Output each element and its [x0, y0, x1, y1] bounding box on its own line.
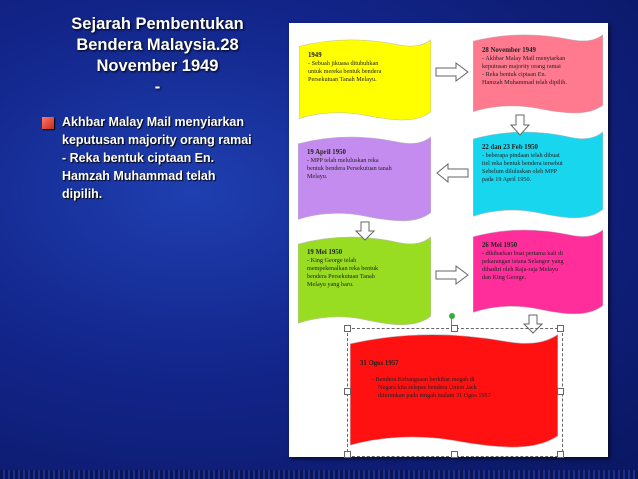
flag-card-22-23-feb-1950	[473, 130, 603, 220]
flag-line: diturunkan pada tengah malam 31 Ogos 1957	[378, 392, 491, 399]
resize-handle-middle-left[interactable]	[344, 388, 351, 395]
flag-text	[307, 249, 423, 289]
flag-line: mempekenalkan reka bentuk	[307, 265, 379, 272]
flag-date: 1949	[308, 52, 322, 59]
arrow-shape	[436, 266, 468, 284]
selection-box[interactable]	[347, 328, 563, 457]
bullet-square-icon	[42, 117, 54, 129]
arrow-down-icon	[510, 114, 530, 136]
flag-card-19-april-1950	[298, 135, 431, 223]
arrow-right-icon	[434, 265, 470, 285]
arrow-left-icon	[436, 163, 470, 183]
flag-line: - dikibarkan buat pertama kali di	[482, 250, 563, 257]
flag-line: Negara kita selepas bendera Union Jack	[378, 384, 477, 391]
flag-line: - MPP telah meluluskan reka	[307, 157, 379, 164]
flag-line: Hamzah Muhammad telah dipilih.	[482, 79, 567, 86]
arrow-shape	[437, 164, 468, 182]
flag-line: tiel reka bentuk bendera tersebut	[482, 160, 563, 167]
resize-handle-bottom-left[interactable]	[344, 451, 351, 458]
flag-text	[482, 144, 595, 184]
rotation-handle[interactable]	[449, 313, 455, 319]
flag-line: keputusan majority orang ramai	[482, 63, 561, 70]
resize-handle-top-right[interactable]	[557, 325, 564, 332]
body-line: Akhbar Malay Mail menyiarkan	[62, 115, 245, 129]
flag-date: 26 Mei 1950	[482, 242, 518, 249]
resize-handle-bottom-right[interactable]	[557, 451, 564, 458]
flag-line: - Bendera Kebangsaan berkibar megah di	[372, 376, 475, 383]
flag-date: 22 dan 23 Feb 1950	[482, 144, 538, 151]
body-line: keputusan majority orang ramai	[62, 133, 252, 147]
title-line: Bendera Malaysia.28	[76, 36, 239, 54]
slide-title	[40, 14, 275, 98]
body-line: dipilih.	[62, 187, 103, 201]
flag-line: - beberapa pindaan telah dibuat	[482, 152, 560, 159]
title-line: -	[154, 78, 161, 96]
flag-date: 31 Ogos 1957	[360, 360, 399, 367]
flag-card-1949	[299, 38, 431, 122]
flag-date: 19 April 1950	[307, 149, 346, 156]
flag-line: Persekutuan Tanah Melayu.	[308, 76, 377, 83]
flag-line: pekarangan istana Selangor yang	[482, 258, 564, 265]
resize-handle-bottom-middle[interactable]	[451, 451, 458, 458]
flag-text	[307, 149, 423, 181]
flag-card-28-nov-1949	[473, 33, 603, 115]
flag-date: 19 Mei 1950	[307, 249, 343, 256]
flag-line: bentuk bendera Persekutuan tanah	[307, 165, 392, 172]
resize-handle-middle-right[interactable]	[557, 388, 564, 395]
flag-line: dihadiri oleh Raja-raja Melayu	[482, 266, 559, 273]
flag-text	[482, 242, 595, 282]
body-line: - Reka bentuk ciptaan En.	[62, 151, 215, 165]
resize-handle-top-middle[interactable]	[451, 325, 458, 332]
flag-line: - Sebuah jikuasa ditubuhkan	[308, 60, 379, 67]
flag-line: Melayu yang baru.	[307, 281, 354, 288]
flag-line: - King George telah	[307, 257, 357, 264]
arrow-shape	[356, 222, 374, 240]
title-line: November 1949	[96, 57, 219, 75]
flag-card-19-mei-1950	[298, 235, 431, 327]
flag-line: dan King George.	[482, 274, 527, 281]
arrow-shape	[511, 115, 529, 135]
arrow-down-icon	[355, 221, 375, 241]
flag-card-26-mei-1950	[473, 228, 603, 316]
flag-line: Melayu.	[307, 173, 328, 180]
flag-line: - Akhbar Malay Mail menyiarkan	[482, 55, 566, 62]
footer-band	[0, 470, 638, 479]
body-line: Hamzah Muhammad telah	[62, 169, 216, 183]
arrow-shape	[436, 63, 468, 81]
flag-line: pada 19 April 1950.	[482, 176, 532, 183]
flag-line: Sebelum diluluskan oleh MPP	[482, 168, 558, 175]
slide-body-text	[62, 113, 277, 203]
flag-line: - Reka bentuk ciptaan En.	[482, 71, 547, 78]
flag-line: untuk mereka bentuk bendera	[308, 68, 382, 75]
flag-text	[308, 52, 423, 84]
arrow-right-icon	[434, 62, 470, 82]
flag-line: bendera Persekutuan Tanah	[307, 273, 375, 280]
flag-text	[482, 47, 595, 87]
resize-handle-top-left[interactable]	[344, 325, 351, 332]
title-line: Sejarah Pembentukan	[71, 15, 244, 33]
flag-date: 28 November 1949	[482, 47, 536, 54]
